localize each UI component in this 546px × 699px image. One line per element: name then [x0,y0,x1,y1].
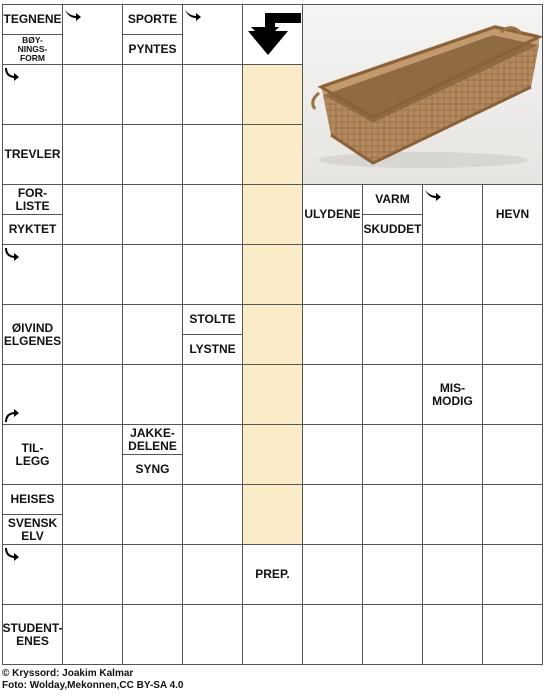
clue-jakkedelene: JAKKE- DELENE [122,424,183,455]
answer-cell[interactable] [62,184,123,245]
clue-ryktet: RYKTET [2,214,63,245]
answer-cell[interactable] [302,304,363,365]
answer-cell-highlighted[interactable] [242,124,303,185]
answer-cell[interactable] [182,604,243,665]
clue-studentenes: STUDENT- ENES [2,604,63,665]
clue-oivind-elgenes: ØIVIND ELGENES [2,304,63,365]
clue-tillegg: TIL- LEGG [2,424,63,485]
answer-cell[interactable] [422,484,483,545]
answer-cell[interactable] [122,304,183,365]
answer-cell[interactable] [362,424,423,485]
answer-cell[interactable] [62,484,123,545]
wicker-basket-illustration [303,5,542,184]
answer-cell[interactable] [422,544,483,605]
puzzle-photo-basket [302,4,543,185]
answer-cell-highlighted[interactable] [242,304,303,365]
clue-syng: SYNG [122,454,183,485]
arrow-down-right-icon [4,547,22,563]
clue-tegnene: TEGNENE [2,4,63,35]
answer-cell[interactable] [302,604,363,665]
clue-boyningsform: BØY- NINGS- FORM [2,34,63,65]
answer-cell[interactable] [302,424,363,485]
answer-cell-highlighted[interactable] [242,244,303,305]
clue-sporte: SPORTE [122,4,183,35]
clue-skuddet: SKUDDET [362,214,423,245]
answer-cell[interactable] [362,484,423,545]
answer-cell[interactable] [362,244,423,305]
start-arrow-cell [242,4,303,65]
clue-svensk-elv: SVENSK ELV [2,514,63,545]
answer-cell[interactable] [302,544,363,605]
answer-cell[interactable] [302,484,363,545]
answer-cell[interactable] [182,124,243,185]
answer-cell[interactable] [482,604,543,665]
start-arrow-icon [243,5,302,64]
arrow-right-down-icon [184,7,202,23]
answer-cell[interactable] [62,304,123,365]
answer-cell[interactable] [482,424,543,485]
answer-cell[interactable] [62,244,123,305]
crossword-grid [2,4,542,664]
answer-cell[interactable] [362,544,423,605]
clue-prep: PREP. [242,544,303,605]
answer-cell[interactable] [422,244,483,305]
answer-cell[interactable] [122,484,183,545]
answer-cell-highlighted[interactable] [242,64,303,125]
answer-cell[interactable] [62,544,123,605]
clue-mismodig: MIS- MODIG [422,364,483,425]
answer-cell[interactable] [422,604,483,665]
photo-credit: Foto: Wolday,Mekonnen,CC BY-SA 4.0 [2,680,184,691]
answer-cell[interactable] [482,544,543,605]
answer-cell-highlighted[interactable] [242,484,303,545]
clue-stolte: STOLTE [182,304,243,335]
clue-pyntes: PYNTES [122,34,183,65]
answer-cell[interactable] [482,484,543,545]
answer-cell[interactable] [122,64,183,125]
answer-cell-highlighted[interactable] [242,364,303,425]
answer-cell[interactable] [122,184,183,245]
answer-cell[interactable] [242,604,303,665]
answer-cell[interactable] [362,304,423,365]
clue-varm: VARM [362,184,423,215]
answer-cell[interactable] [422,424,483,485]
answer-cell[interactable] [482,364,543,425]
answer-cell[interactable] [362,604,423,665]
clue-forliste: FOR- LISTE [2,184,63,215]
answer-cell[interactable] [62,364,123,425]
answer-cell[interactable] [122,124,183,185]
answer-cell[interactable] [62,64,123,125]
answer-cell[interactable] [482,304,543,365]
clue-ulydene: ULYDENE [302,184,363,245]
arrow-up-right-icon [4,407,22,423]
answer-cell[interactable] [122,544,183,605]
arrow-right-down-icon [64,7,82,23]
answer-cell[interactable] [182,184,243,245]
answer-cell[interactable] [182,484,243,545]
answer-cell[interactable] [302,364,363,425]
answer-cell[interactable] [62,604,123,665]
answer-cell[interactable] [482,244,543,305]
answer-cell[interactable] [362,364,423,425]
answer-cell[interactable] [182,424,243,485]
answer-cell[interactable] [302,244,363,305]
clue-lystne: LYSTNE [182,334,243,365]
clue-trevler: TREVLER [2,124,63,185]
answer-cell[interactable] [122,364,183,425]
clue-heises: HEISES [2,484,63,515]
answer-cell[interactable] [62,424,123,485]
arrow-down-right-icon [4,67,22,83]
answer-cell[interactable] [422,304,483,365]
answer-cell[interactable] [122,604,183,665]
crossword-credit: © Kryssord: Joakim Kalmar [2,668,134,679]
arrow-right-down-icon [424,187,442,203]
arrow-down-right-icon [4,247,22,263]
answer-cell[interactable] [182,544,243,605]
answer-cell[interactable] [62,124,123,185]
answer-cell[interactable] [182,244,243,305]
answer-cell-highlighted[interactable] [242,424,303,485]
answer-cell[interactable] [122,244,183,305]
clue-hevn: HEVN [482,184,543,245]
answer-cell[interactable] [182,364,243,425]
answer-cell-highlighted[interactable] [242,184,303,245]
answer-cell[interactable] [182,64,243,125]
